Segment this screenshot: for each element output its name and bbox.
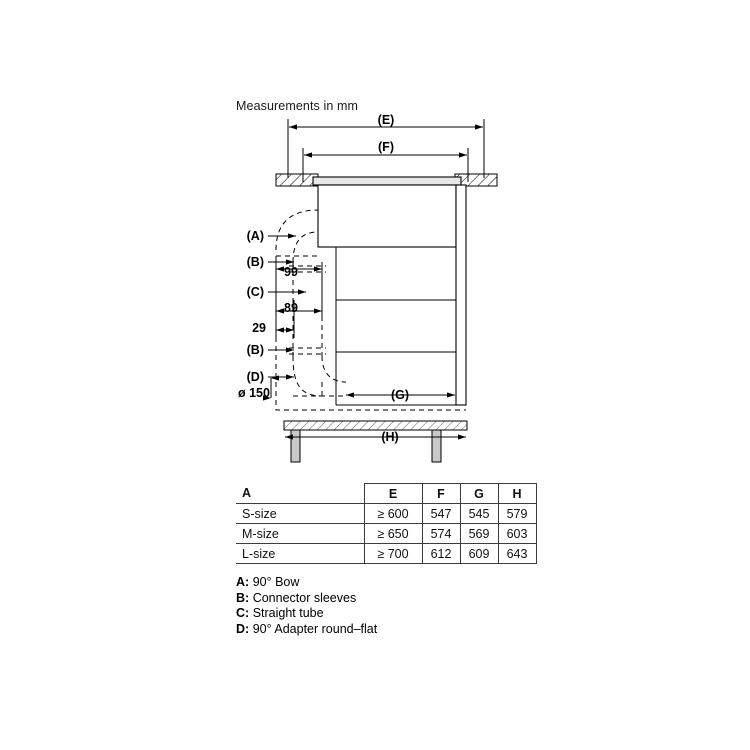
dim-label-G: (G) xyxy=(390,388,410,402)
legend-key: A: xyxy=(236,575,250,589)
legend-key: B: xyxy=(236,590,250,605)
row-value-f: 612 xyxy=(422,544,460,564)
row-value-g: 609 xyxy=(460,544,498,564)
dim-label-E: (E) xyxy=(377,113,395,127)
measure-diameter-150: ø 150 xyxy=(238,386,270,400)
row-value-h: 643 xyxy=(498,544,536,564)
table-header-a: A xyxy=(236,484,364,504)
dim-label-H: (H) xyxy=(381,430,399,444)
legend-text: Straight tube xyxy=(252,606,324,620)
measure-99: 99 xyxy=(284,265,298,279)
legend-item xyxy=(236,606,377,622)
row-value-e: ≥ 650 xyxy=(364,524,422,544)
table-header-g: G xyxy=(460,484,498,504)
dimensions-table xyxy=(236,483,537,564)
row-size-label: L-size xyxy=(236,544,364,564)
legend xyxy=(236,575,377,637)
table-header-row xyxy=(236,484,536,504)
row-value-g: 545 xyxy=(460,504,498,524)
row-size-label: M-size xyxy=(236,524,364,544)
row-value-f: 547 xyxy=(422,504,460,524)
callout-C: (C) xyxy=(246,285,264,299)
legend-key: D: xyxy=(236,621,250,636)
row-value-f: 574 xyxy=(422,524,460,544)
row-size-label: S-size xyxy=(236,504,364,524)
legend-text: Connector sleeves xyxy=(252,590,357,605)
callout-A: (A) xyxy=(246,229,264,243)
row-value-h: 579 xyxy=(498,504,536,524)
table-row xyxy=(236,504,536,524)
table-header-e: E xyxy=(364,484,422,504)
table-row xyxy=(236,524,536,544)
legend-text: 90° Bow xyxy=(252,575,300,589)
callout-B-lower: (B) xyxy=(246,343,264,357)
table-row xyxy=(236,544,536,564)
table-header-h: H xyxy=(498,484,536,504)
measure-29: 29 xyxy=(252,321,266,335)
callout-B-upper: (B) xyxy=(246,255,264,269)
table-header-f: F xyxy=(422,484,460,504)
dim-label-F: (F) xyxy=(378,140,394,154)
measurements-note: Measurements in mm xyxy=(236,99,358,113)
row-value-h: 603 xyxy=(498,524,536,544)
row-value-e: ≥ 700 xyxy=(364,544,422,564)
legend-item xyxy=(236,575,377,591)
legend-item xyxy=(236,591,377,607)
legend-key: C: xyxy=(236,606,250,620)
legend-item xyxy=(236,622,377,638)
measure-89: 89 xyxy=(284,301,298,315)
row-value-g: 569 xyxy=(460,524,498,544)
row-value-e: ≥ 600 xyxy=(364,504,422,524)
legend-text: 90° Adapter round–flat xyxy=(252,621,378,636)
callout-D: (D) xyxy=(246,370,264,384)
